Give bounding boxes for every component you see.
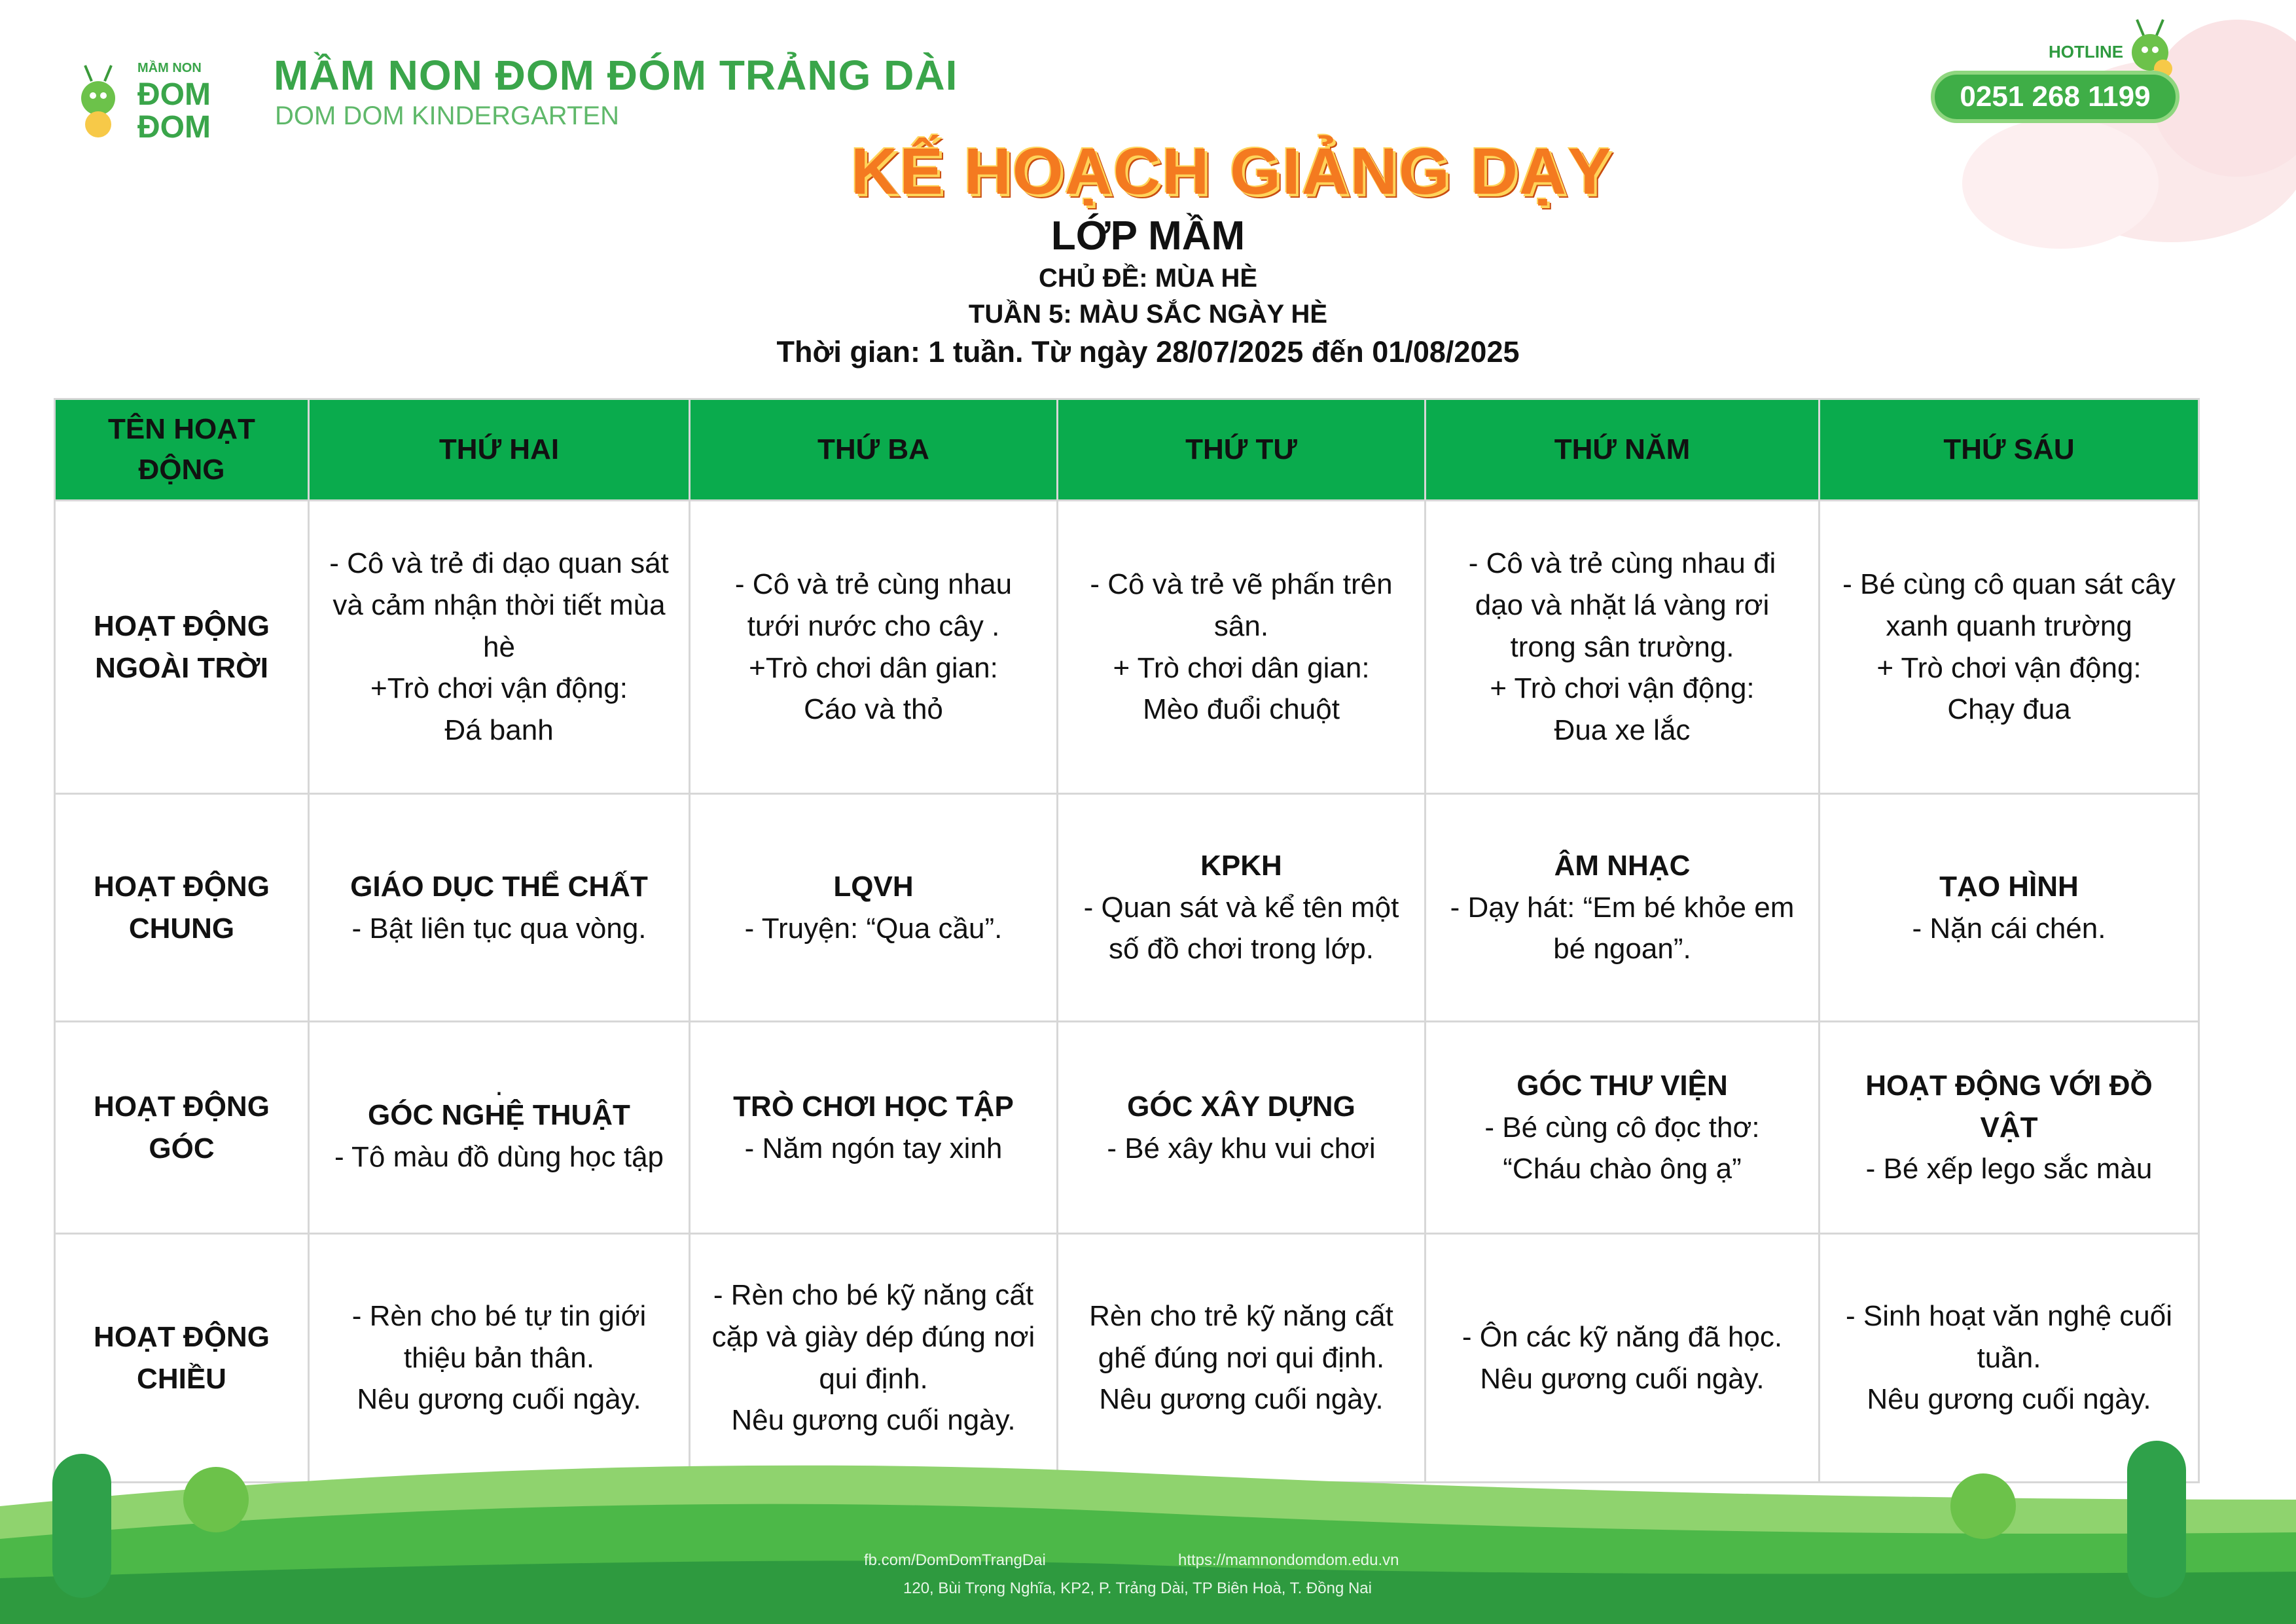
table-cell [1058, 794, 1426, 1022]
week-line: TUẦN 5: MÀU SẮC NGÀY HÈ [968, 300, 1328, 329]
table-cell [309, 1022, 690, 1234]
cell-title: TRÒ CHƠI HỌC TẬP [733, 1090, 1014, 1123]
table-cell [1426, 1022, 1820, 1234]
table-cell [1058, 1022, 1426, 1234]
cell-title: GÓC NGHỆ THUẬT [368, 1098, 630, 1131]
cell-line: Rèn cho trẻ kỹ năng cất ghế đúng nơi qui định. [1089, 1299, 1393, 1374]
header-monday: THỨ HAI [309, 399, 690, 501]
table-cell [309, 501, 690, 794]
row-label: HOẠT ĐỘNG NGOÀI TRỜI [55, 501, 309, 794]
row-label: HOẠT ĐỘNG GÓC [55, 1022, 309, 1234]
cell-prefix: . [495, 1069, 503, 1102]
cloud-decoration [1929, 0, 2296, 249]
table-cell [1426, 501, 1820, 794]
table-cell [690, 794, 1058, 1022]
cell-line: - Cô và trẻ cùng nhau tưới nước cho cây . [734, 568, 1013, 642]
cell-line: - Dạy hát: “Em bé khỏe em bé ngoan”. [1450, 891, 1795, 965]
row-label: HOẠT ĐỘNG CHUNG [55, 794, 309, 1022]
cell-line: - Bé xây khu vui chơi [1107, 1132, 1376, 1164]
cell-line: Chạy đua [1947, 693, 2071, 726]
cell-line: - Nặn cái chén. [1912, 912, 2106, 945]
cell-line: - Năm ngón tay xinh [744, 1132, 1003, 1164]
cell-title: GIÁO DỤC THỂ CHẤT [350, 870, 648, 903]
cell-line: - Bật liên tục qua vòng. [351, 912, 647, 945]
cell-line: Mèo đuổi chuột [1143, 693, 1340, 726]
footer-website[interactable]: https://mamnondomdom.edu.vn [1178, 1551, 1399, 1569]
table-cell [1820, 501, 2199, 794]
theme-line: CHỦ ĐỀ: MÙA HÈ [1038, 264, 1258, 293]
logo-text-3: ĐOM [137, 110, 211, 145]
table-cell [1820, 1022, 2199, 1234]
cell-line: - Cô và trẻ vẽ phấn trên sân. [1090, 568, 1393, 642]
footer-address: 120, Bùi Trọng Nghĩa, KP2, P. Trảng Dài, TP Biên Hoà, T. Đồng Nai [903, 1579, 1372, 1597]
logo-text-1: MẦM NON [137, 61, 202, 75]
cell-line: - Cô và trẻ cùng nhau đi dạo và nhặt lá vàng rơi trong sân trường. [1468, 547, 1776, 663]
cell-line: Nêu gương cuối ngày. [1099, 1383, 1384, 1416]
cell-line: Đua xe lắc [1554, 714, 1691, 747]
brand-subtitle: DOM DOM KINDERGARTEN [275, 101, 619, 130]
cell-title: LQVH [833, 870, 914, 903]
header-activity-name: TÊN HOẠT ĐỘNG [55, 399, 309, 501]
header-wednesday: THỨ TƯ [1058, 399, 1426, 501]
hotline-label: HOTLINE [2049, 42, 2124, 62]
cell-line: - Bé cùng cô đọc thơ: “Cháu chào ông ạ” [1484, 1111, 1760, 1185]
cell-title: HOẠT ĐỘNG VỚI ĐỒ VẬT [1865, 1069, 2153, 1144]
cell-line: +Trò chơi vận động: [370, 672, 628, 705]
cell-line: - Bé cùng cô quan sát cây xanh quanh trường [1842, 568, 2176, 642]
table-row [55, 794, 2199, 1022]
cell-line: Nêu gương cuối ngày. [731, 1404, 1016, 1437]
lesson-plan-table [54, 398, 2200, 1483]
table-header-row [55, 399, 2199, 501]
cell-line: - Rèn cho bé kỹ năng cất cặp và giày dép đúng nơi qui định. [711, 1278, 1035, 1395]
cell-title: KPKH [1200, 849, 1282, 882]
duration-line: Thời gian: 1 tuần. Từ ngày 28/07/2025 đến 01/08/2025 [776, 335, 1520, 369]
table-row [55, 1022, 2199, 1234]
cell-line: - Quan sát và kể tên một số đồ chơi trong lớp. [1083, 891, 1399, 965]
cell-line: +Trò chơi dân gian: [749, 651, 998, 684]
cell-line: Đá banh [444, 714, 554, 747]
cell-line: + Trò chơi vận động: [1490, 672, 1755, 705]
cell-line: - Rèn cho bé tự tin giới thiệu bản thân. [351, 1299, 647, 1374]
cell-line: + Trò chơi vận động: [1876, 651, 2142, 684]
logo-text-2: ĐOM [137, 77, 211, 112]
header-tuesday: THỨ BA [690, 399, 1058, 501]
hotline-number[interactable]: 0251 268 1199 [1931, 71, 2179, 123]
cell-line: - Sinh hoạt văn nghệ cuối tuần. [1845, 1299, 2173, 1374]
cell-line: - Ôn các kỹ năng đã học. [1462, 1320, 1783, 1353]
cell-title: ÂM NHẠC [1554, 849, 1691, 882]
cell-line: Cáo và thỏ [804, 693, 943, 726]
cell-line: + Trò chơi dân gian: [1113, 651, 1370, 684]
cell-line: Nêu gương cuối ngày. [357, 1383, 641, 1416]
cell-title: GÓC XÂY DỰNG [1127, 1090, 1355, 1123]
cell-line: - Bé xếp lego sắc màu [1865, 1153, 2153, 1185]
cell-line: Nêu gương cuối ngày. [1480, 1362, 1765, 1395]
cell-line: Nêu gương cuối ngày. [1867, 1383, 2151, 1416]
cell-title: TẠO HÌNH [1939, 870, 2079, 903]
cell-line: - Tô màu đồ dùng học tập [334, 1140, 664, 1173]
table-cell [690, 501, 1058, 794]
table-cell [1058, 501, 1426, 794]
brand-title: MẦM NON ĐOM ĐÓM TRẢNG DÀI [274, 52, 958, 99]
table-cell [690, 1022, 1058, 1234]
header-thursday: THỨ NĂM [1426, 399, 1820, 501]
header-friday: THỨ SÁU [1820, 399, 2199, 501]
table-row [55, 501, 2199, 794]
cell-title: GÓC THƯ VIỆN [1516, 1069, 1728, 1102]
dom-dom-logo [72, 52, 223, 151]
plan-title: KẾ HOẠCH GIẢNG DẠY [851, 135, 1613, 208]
table-cell [309, 794, 690, 1022]
cell-line: - Truyện: “Qua cầu”. [744, 912, 1003, 945]
table-cell [1426, 794, 1820, 1022]
table-cell [1820, 794, 2199, 1022]
cell-line: - Cô và trẻ đi dạo quan sát và cảm nhận thời tiết mùa hè [329, 547, 669, 663]
class-title: LỚP MẦM [1050, 213, 1246, 259]
footer-facebook[interactable]: fb.com/DomDomTrangDai [864, 1551, 1046, 1569]
row-label: HOẠT ĐỘNG CHIỀU [55, 1234, 309, 1483]
